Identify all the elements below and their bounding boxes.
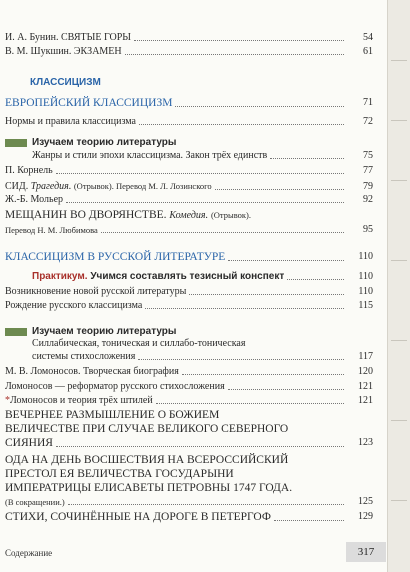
toc-entry-cid[interactable]: СИД. Трагедия. (Отрывок). Перевод М. Л. Лозинского 79	[5, 181, 373, 192]
ode-line3: ИМПЕРАТРИЦЫ ЕЛИСАВЕТЫ ПЕТРОВНЫ 1747 ГОДА.	[5, 482, 293, 494]
toc-entry-verses[interactable]: СТИХИ, СОЧИНЁННЫЕ НА ДОРОГЕ В ПЕТЕРГОФ 129	[5, 511, 373, 523]
toc-entry-lomonosov-reform[interactable]: Ломоносов — реформатор русского стихосложения 121	[5, 381, 373, 392]
page-number: 317	[346, 542, 386, 562]
toc-entry-european[interactable]: ЕВРОПЕЙСКИЙ КЛАССИЦИЗМ 71	[5, 97, 373, 109]
toc-entry-genres[interactable]: Жанры и стили эпохи классицизма. Закон трёх единств 75	[32, 150, 373, 161]
toc-entry-lomonosov-bio[interactable]: М. В. Ломоносов. Творческая биография 120	[5, 366, 373, 377]
toc-entry-meshchanin[interactable]: МЕЩАНИН ВО ДВОРЯНСТВЕ. Комедия. (Отрывок).	[5, 209, 251, 221]
adjacent-page-edge	[387, 0, 410, 572]
toc-entry-russian[interactable]: КЛАССИЦИЗМ В РУССКОЙ ЛИТЕРАТУРЕ 110	[5, 251, 373, 263]
toc-entry-practicum[interactable]: Практикум. Учимся составлять тезисный конспект 110	[32, 271, 373, 282]
theory-bar-icon	[5, 139, 27, 147]
theory-heading-2: Изучаем теорию литературы	[5, 326, 373, 338]
toc-entry-rise[interactable]: Возникновение новой русской литературы 110	[5, 286, 373, 297]
toc-entry-moliere[interactable]: Ж.-Б. Мольер 92	[5, 194, 373, 205]
section-title: КЛАССИЦИЗМ	[30, 77, 101, 88]
toc-entry-evening[interactable]: СИЯНИЯ 123	[5, 437, 373, 449]
theory-heading-1: Изучаем теорию литературы	[5, 137, 373, 149]
toc-entry-lomonosov-styles[interactable]: *Ломоносов и теория трёх штилей 121	[5, 395, 373, 406]
toc-entry-lyubimov[interactable]: Перевод Н. М. Любимова 95	[5, 224, 373, 235]
evening-line2: ВЕЛИЧЕСТВЕ ПРИ СЛУЧАЕ ВЕЛИКОГО СЕВЕРНОГО	[5, 423, 289, 435]
toc-entry-versification[interactable]: системы стихосложения 117	[32, 351, 373, 362]
footer-label: Содержание	[5, 548, 53, 558]
theory2-line1: Силлабическая, тоническая и силлабо-тоническая	[32, 338, 246, 349]
toc-entry-corneille[interactable]: П. Корнель 77	[5, 165, 373, 176]
ode-line2: ПРЕСТОЛ ЕЯ ВЕЛИЧЕСТВА ГОСУДАРЫНИ	[5, 468, 234, 480]
theory-bar-icon	[5, 328, 27, 336]
toc-entry-bunin[interactable]: И. А. Бунин. СВЯТЫЕ ГОРЫ 54	[5, 32, 373, 43]
toc-entry-ode[interactable]: (В сокращении.) 125	[5, 496, 373, 507]
toc-entry-shukshin[interactable]: В. М. Шукшин. ЭКЗАМЕН 61	[5, 46, 373, 57]
toc-entry-birth[interactable]: Рождение русского классицизма 115	[5, 300, 373, 311]
evening-line1: ВЕЧЕРНЕЕ РАЗМЫШЛЕНИЕ О БОЖИЕМ	[5, 409, 220, 421]
toc-entry-norms[interactable]: Нормы и правила классицизма 72	[5, 116, 373, 127]
ode-line1: ОДА НА ДЕНЬ ВОСШЕСТВИЯ НА ВСЕРОССИЙСКИЙ	[5, 454, 289, 466]
